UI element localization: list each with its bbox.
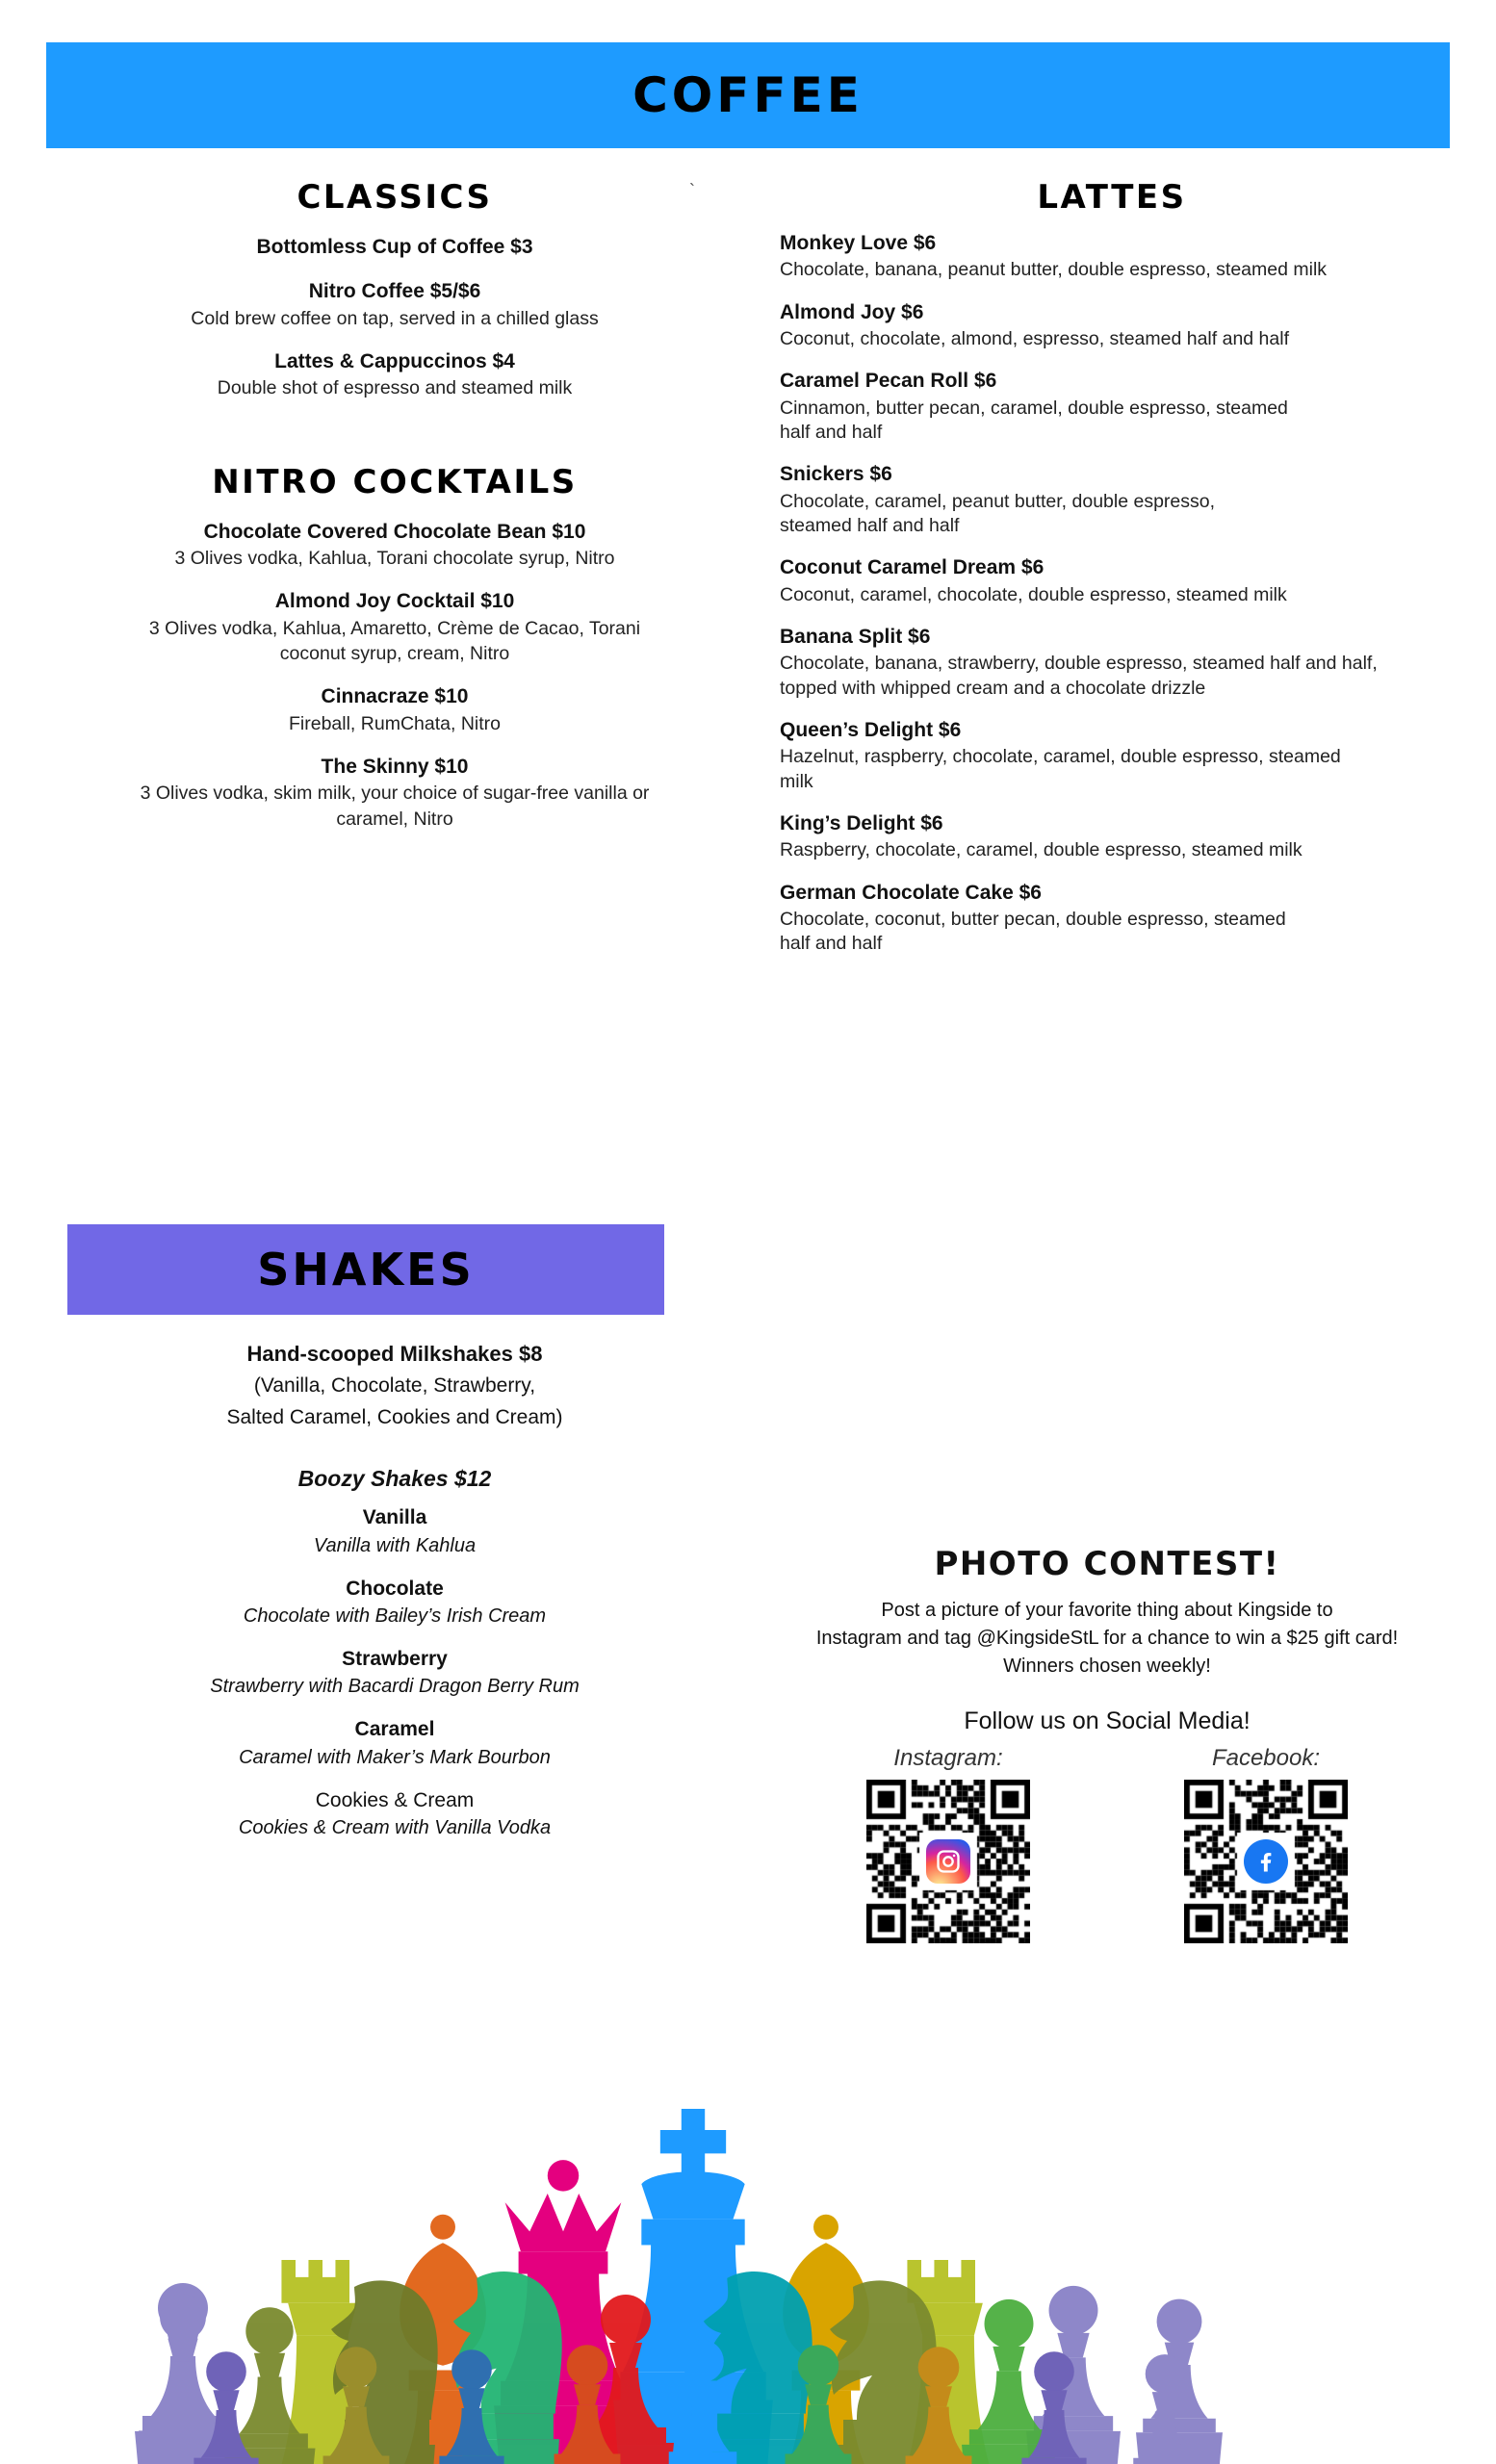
item-desc: Caramel with Maker’s Mark Bourbon xyxy=(239,1746,551,1768)
menu-item xyxy=(58,278,732,331)
facebook-qr-code[interactable] xyxy=(1184,1780,1348,1943)
menu-item xyxy=(780,624,1444,701)
item-name: German Chocolate Cake $6 xyxy=(780,881,1042,904)
coffee-header-banner xyxy=(46,42,1450,148)
facebook-label: Facebook: xyxy=(1211,1745,1321,1771)
right-column xyxy=(780,178,1444,972)
social-media-heading: Follow us on Social Media! xyxy=(964,1707,1251,1734)
item-desc: Cinnamon, butter pecan, caramel, double espresso, steamed half and half xyxy=(780,397,1288,443)
item-name: Queen’s Delight $6 xyxy=(780,718,962,741)
menu-item xyxy=(780,299,1444,352)
item-name: Caramel Pecan Roll $6 xyxy=(780,370,997,393)
menu-item xyxy=(58,1786,732,1841)
item-desc: Hazelnut, raspberry, chocolate, caramel, double espresso, steamed milk xyxy=(780,746,1341,792)
contest-line-1: Post a picture of your favorite thing about Kingside to xyxy=(881,1600,1333,1621)
item-desc: Chocolate, banana, strawberry, double espresso, steamed half and half, topped with whipped cream and a chocolate drizzle xyxy=(780,653,1378,699)
item-desc: Chocolate with Bailey’s Irish Cream xyxy=(243,1604,547,1627)
menu-item xyxy=(780,810,1444,863)
item-desc: Cookies & Cream with Vanilla Vodka xyxy=(238,1817,552,1839)
page-title: COFFEE xyxy=(632,67,864,123)
contest-line-2: Instagram and tag @KingsideStL for a chance to win a $25 gift card! xyxy=(815,1628,1399,1649)
menu-item xyxy=(780,230,1444,283)
item-desc: 3 Olives vodka, skim milk, your choice of sugar-free vanilla or caramel, Nitro xyxy=(140,783,650,830)
item-desc: Coconut, caramel, chocolate, double espresso, steamed milk xyxy=(780,583,1287,605)
menu-item xyxy=(780,717,1444,794)
menu-item xyxy=(780,368,1444,445)
item-name: The Skinny $10 xyxy=(321,755,469,778)
item-name: Cookies & Cream xyxy=(315,1788,475,1811)
item-desc: Strawberry with Bacardi Dragon Berry Rum xyxy=(210,1676,580,1698)
item-name: King’s Delight $6 xyxy=(780,811,943,834)
item-name: Nitro Coffee $5/$6 xyxy=(308,280,481,303)
item-name: Snickers $6 xyxy=(780,463,892,486)
menu-item xyxy=(58,348,732,401)
facebook-block[interactable] xyxy=(1160,1745,1372,1943)
item-name: Chocolate xyxy=(346,1577,444,1600)
instagram-qr-code[interactable] xyxy=(866,1780,1030,1943)
item-desc: Vanilla with Kahlua xyxy=(313,1534,477,1556)
item-name: Almond Joy $6 xyxy=(780,300,924,323)
menu-item xyxy=(780,880,1444,957)
instagram-label: Instagram: xyxy=(893,1745,1003,1771)
item-name: Lattes & Cappuccinos $4 xyxy=(274,350,515,372)
menu-item xyxy=(58,683,732,736)
item-name: Caramel xyxy=(354,1718,435,1741)
item-desc: 3 Olives vodka, Kahlua, Torani chocolate syrup, Nitro xyxy=(174,548,615,569)
photo-contest-section xyxy=(761,1545,1454,1943)
item-desc: Fireball, RumChata, Nitro xyxy=(289,712,501,734)
facebook-icon xyxy=(1244,1839,1288,1884)
spacer xyxy=(58,419,732,463)
item-desc: Chocolate, banana, peanut butter, double espresso, steamed milk xyxy=(780,259,1328,281)
menu-item xyxy=(58,1503,732,1558)
menu-item xyxy=(58,1575,732,1630)
stray-tick-mark: ` xyxy=(689,181,695,200)
item-name: Banana Split $6 xyxy=(780,625,931,648)
boozy-shakes-heading: Boozy Shakes $12 xyxy=(297,1466,492,1492)
item-name: Chocolate Covered Chocolate Bean $10 xyxy=(203,520,586,543)
shakes-headline: Hand-scooped Milkshakes $8 xyxy=(246,1342,543,1366)
menu-item xyxy=(58,1645,732,1700)
photo-contest-heading: PHOTO CONTEST! xyxy=(934,1545,1280,1583)
menu-item xyxy=(58,1715,732,1770)
instagram-block[interactable] xyxy=(842,1745,1054,1943)
menu-item xyxy=(58,234,732,261)
menu-item xyxy=(58,519,732,572)
item-desc: Cold brew coffee on tap, served in a chilled glass xyxy=(191,307,599,329)
shakes-section xyxy=(58,1338,732,1857)
shakes-heading: SHAKES xyxy=(257,1244,475,1296)
menu-item xyxy=(58,754,732,832)
item-desc: 3 Olives vodka, Kahlua, Amaretto, Crème de Cacao, Torani coconut syrup, cream, Nitro xyxy=(148,617,641,664)
item-name: Cinnacraze $10 xyxy=(321,685,469,708)
instagram-icon xyxy=(926,1839,970,1884)
item-desc: Double shot of espresso and steamed milk xyxy=(217,377,573,399)
item-desc: Raspberry, chocolate, caramel, double espresso, steamed milk xyxy=(780,839,1303,861)
item-desc: Coconut, chocolate, almond, espresso, steamed half and half xyxy=(780,327,1289,349)
chess-pieces-artwork xyxy=(125,1954,1367,2464)
classics-heading: CLASSICS xyxy=(297,178,493,217)
item-name: Coconut Caramel Dream $6 xyxy=(780,556,1045,579)
item-desc: Chocolate, coconut, butter pecan, double espresso, steamed half and half xyxy=(780,908,1286,955)
shakes-banner xyxy=(67,1224,664,1315)
shakes-flavors-line-2: Salted Caramel, Cookies and Cream) xyxy=(226,1405,563,1428)
shakes-flavors-line-1: (Vanilla, Chocolate, Strawberry, xyxy=(253,1374,536,1398)
item-desc: Chocolate, caramel, peanut butter, double espresso, steamed half and half xyxy=(780,490,1216,536)
menu-item xyxy=(58,588,732,666)
left-column xyxy=(58,178,732,849)
item-name: Almond Joy Cocktail $10 xyxy=(274,590,515,613)
menu-item xyxy=(780,554,1444,607)
item-name: Vanilla xyxy=(362,1506,427,1529)
contest-line-3: Winners chosen weekly! xyxy=(1003,1656,1211,1677)
nitro-cocktails-heading: NITRO COCKTAILS xyxy=(212,462,578,501)
item-name: Bottomless Cup of Coffee $3 xyxy=(256,236,533,258)
item-name: Monkey Love $6 xyxy=(780,232,937,254)
lattes-heading: LATTES xyxy=(1037,178,1187,217)
social-links-row xyxy=(761,1745,1454,1943)
item-name: Strawberry xyxy=(342,1647,448,1670)
menu-item xyxy=(780,461,1444,538)
